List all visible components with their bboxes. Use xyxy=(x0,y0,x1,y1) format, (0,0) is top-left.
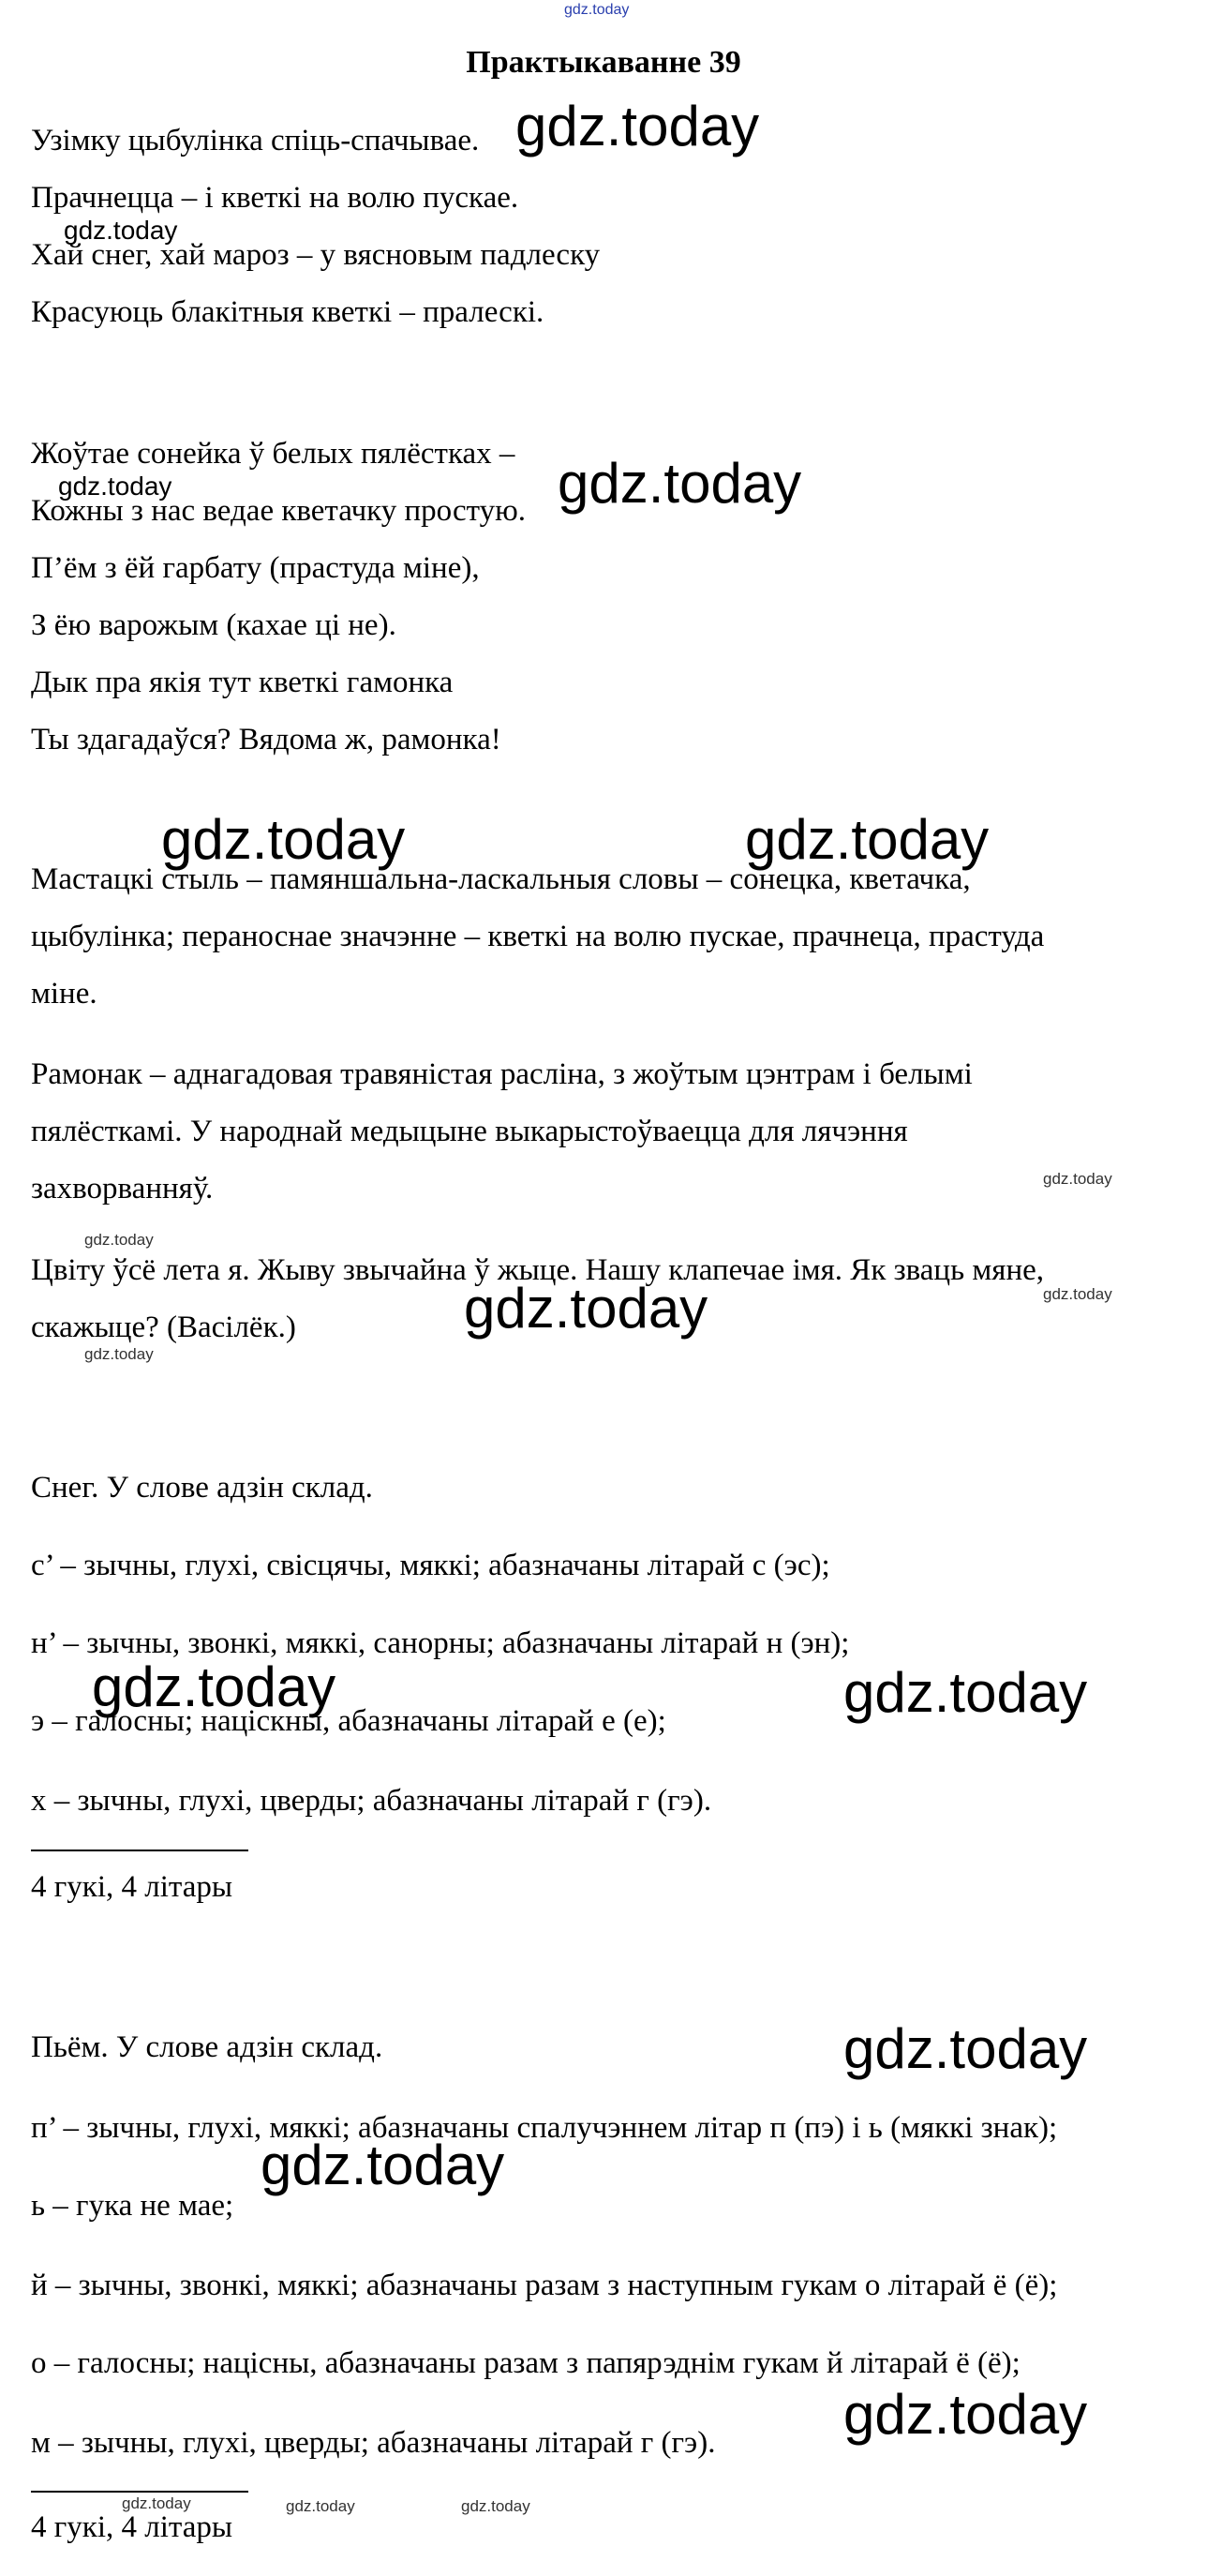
watermark: gdz.today xyxy=(84,1345,154,1363)
poem-line: Хай снег, хай мароз – у вясновым падлеску xyxy=(31,238,601,272)
watermark: gdz.today xyxy=(92,1655,336,1718)
analysis-line: захворванняў. xyxy=(31,1172,214,1206)
summary-rule xyxy=(31,1850,248,1851)
watermark: gdz.today xyxy=(464,1277,708,1340)
riddle-line: Цвіту ўсё лета я. Жыву звычайна ў жыце. Нашу клапечае імя. Як зваць мяне, xyxy=(31,1253,1045,1287)
watermark: gdz.today xyxy=(558,452,802,515)
poem-line: Жоўтае сонейка ў белых пялёстках – xyxy=(31,437,515,471)
watermark: gdz.today xyxy=(64,216,178,245)
site-mark: gdz.today xyxy=(564,2,630,18)
analysis-line: цыбулінка; пераноснае значэнне – кветкі на волю пускае, прачнеца, прастуда xyxy=(31,920,1045,953)
watermark: gdz.today xyxy=(122,2494,191,2512)
word-summary: 4 гукі, 4 літары xyxy=(31,2510,233,2544)
sound-line: х – зычны, глухі, цверды; абазначаны літарай г (гэ). xyxy=(31,1784,712,1818)
analysis-line: міне. xyxy=(31,977,97,1011)
poem-line: З ёю варожым (кахае ці не). xyxy=(31,608,396,642)
sound-line: н’ – зычны, звонкі, мяккі, санорны; абазначаны літарай н (эн); xyxy=(31,1626,850,1660)
poem-line: Ты здагадаўся? Вядома ж, рамонка! xyxy=(31,723,501,756)
watermark: gdz.today xyxy=(461,2497,530,2515)
watermark: gdz.today xyxy=(745,808,990,871)
word-intro: Снег. У слове адзін склад. xyxy=(31,1471,373,1505)
word-intro: Пьём. У слове адзін склад. xyxy=(31,2030,383,2064)
watermark: gdz.today xyxy=(286,2497,355,2515)
watermark: gdz.today xyxy=(515,95,760,157)
sound-line: о – галосны; націсны, абазначаны разам з папярэднім гукам й літарай ё (ё); xyxy=(31,2346,1021,2380)
sound-line: п’ – зычны, глухі, мяккі; абазначаны спалучэннем літар п (пэ) і ь (мяккі знак); xyxy=(31,2111,1058,2145)
watermark: gdz.today xyxy=(58,472,172,501)
analysis-line: Рамонак – аднагадовая травяністая расліна, з жоўтым цэнтрам і белымі xyxy=(31,1057,973,1091)
watermark: gdz.today xyxy=(261,2134,505,2196)
sound-line: ь – гука не мае; xyxy=(31,2189,234,2223)
watermark: gdz.today xyxy=(161,808,406,871)
poem-line: Дык пра якія тут кветкі гамонка xyxy=(31,666,454,699)
watermark: gdz.today xyxy=(1043,1170,1112,1188)
sound-line: м – зычны, глухі, цверды; абазначаны літарай г (гэ). xyxy=(31,2426,716,2460)
watermark: gdz.today xyxy=(843,2383,1088,2446)
poem-line: Узімку цыбулінка спіць-спачывае. xyxy=(31,124,480,157)
word-summary: 4 гукі, 4 літары xyxy=(31,1870,233,1904)
watermark: gdz.today xyxy=(843,2017,1088,2080)
poem-line: Прачнецца – і кветкі на волю пускае. xyxy=(31,181,519,215)
riddle-line: скажыце? (Васілёк.) xyxy=(31,1310,296,1344)
sound-line: й – зычны, звонкі, мяккі; абазначаны разам з наступным гукам о літарай ё (ё); xyxy=(31,2269,1058,2302)
watermark: gdz.today xyxy=(843,1661,1088,1724)
sound-line: с’ – зычны, глухі, свісцячы, мяккі; абазначаны літарай с (эс); xyxy=(31,1549,830,1582)
page-title: Практыкаванне 39 xyxy=(466,45,741,80)
summary-rule xyxy=(31,2491,248,2493)
poem-line: П’ём з ёй гарбату (прастуда міне), xyxy=(31,551,480,585)
poem-line: Кожны з нас ведае кветачку простую. xyxy=(31,494,526,528)
watermark: gdz.today xyxy=(1043,1285,1112,1303)
watermark: gdz.today xyxy=(84,1231,154,1249)
analysis-line: Мастацкі стыль – памяншальна-ласкальныя словы – сонецка, кветачка, xyxy=(31,862,971,896)
poem-line: Красуюць блакітныя кветкі – пралескі. xyxy=(31,295,544,329)
analysis-line: пялёсткамі. У народнай медыцыне выкарыстоўваецца для лячэння xyxy=(31,1115,908,1148)
sound-line: э – галосны; націскны, абазначаны літарай е (е); xyxy=(31,1704,666,1738)
